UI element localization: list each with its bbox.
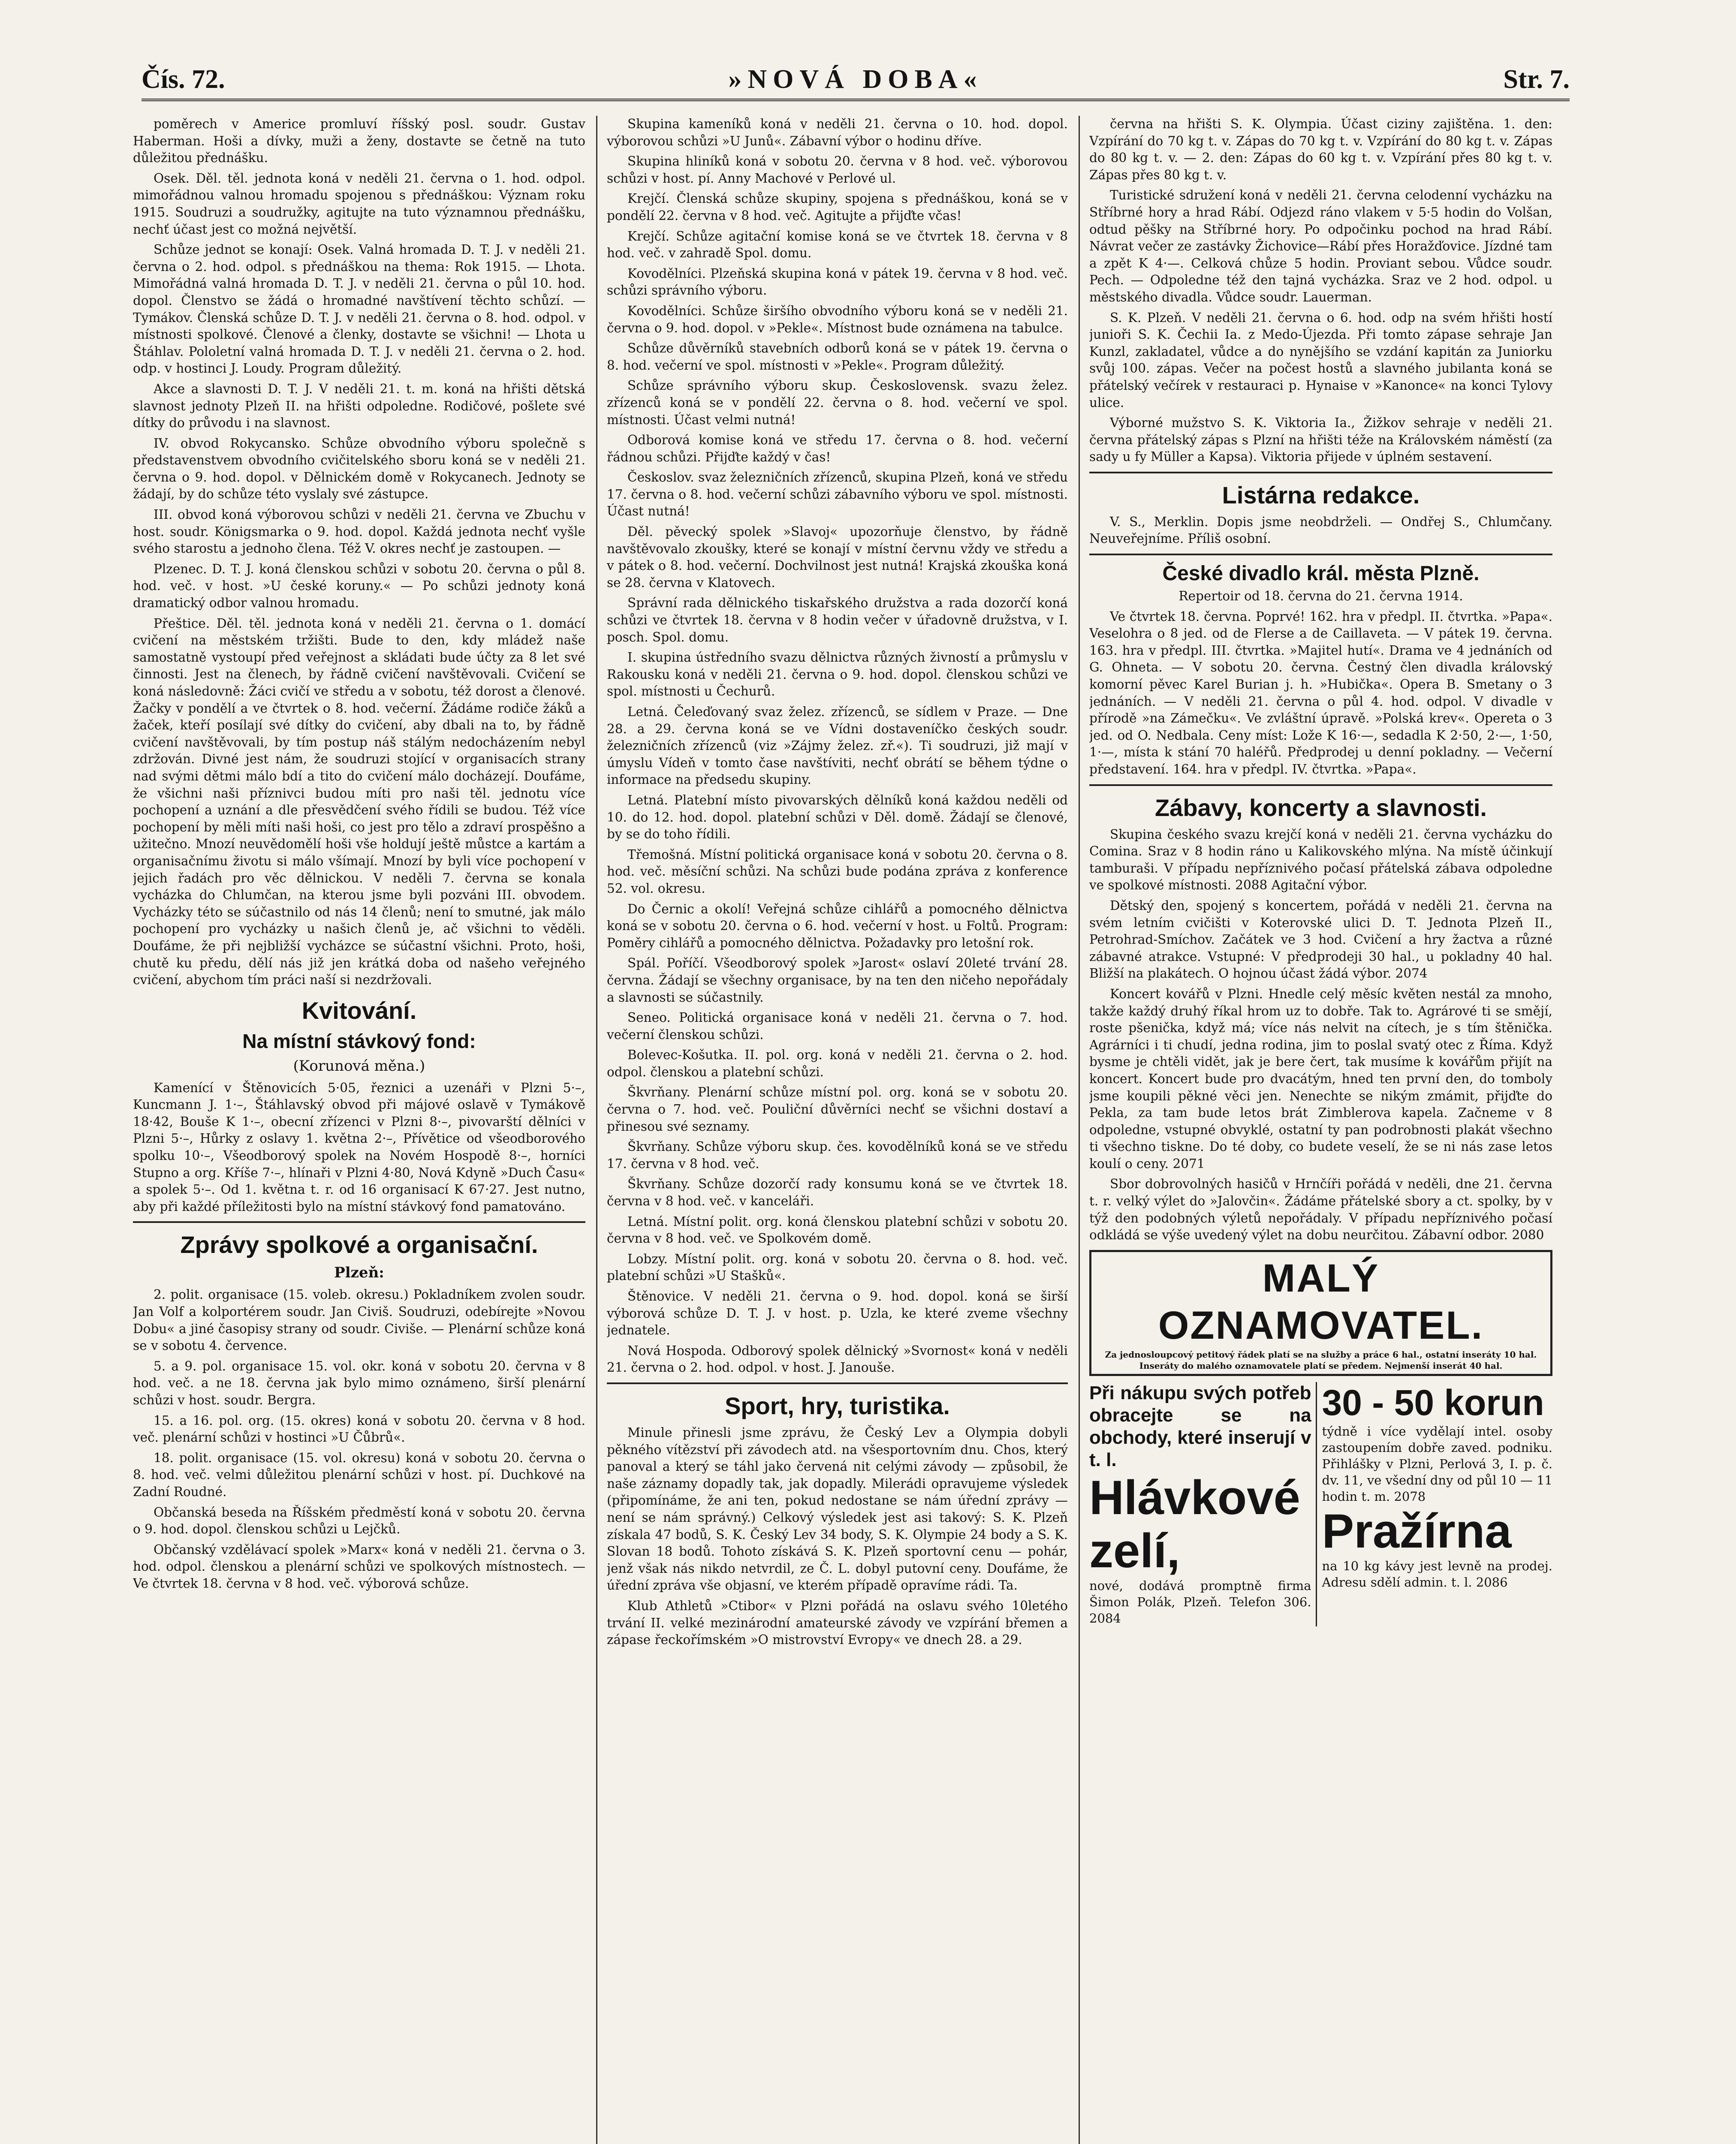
article-paragraph: Bolevec-Košutka. II. pol. org. koná v neděli 21. června o 2. hod. odpol. členskou a platební schůzi.	[607, 1048, 1068, 1079]
article-paragraph: IV. obvod Rokycansko. Schůze obvodního výboru společně s představenstvem obvodního cvičitelského sboru koná se v neděli 21. června o 9. hod. dopol. v Dělnickém domě v Rokycanech. Jednoty se žádají, by do schůze této vyslaly své zástupce.	[133, 436, 585, 502]
section-divider	[1089, 784, 1552, 786]
article-paragraph: Občanská beseda na Říšském předměstí koná v sobotu 20. června o 9. hod. dopol. členskou schůzi u Lejčků.	[133, 1505, 585, 1537]
article-paragraph: 15. a 16. pol. org. (15. okres) koná v sobotu 20. června v 8 hod. več. plenární schůzi v hostinci »U Čůbrů«.	[133, 1413, 585, 1445]
article-paragraph: Odborová komise koná ve středu 17. června o 8. hod. večerní řádnou schůzi. Přijďte každý v čas!	[607, 433, 1068, 464]
classified-ads-note: Za jednosloupcový petitový řádek platí se na služby a práce 6 hal., ostatní inseráty 10 hal. Inseráty do malého oznamovatele platí se předem. Nejmenší inserát 40 hal.	[1105, 1349, 1537, 1371]
page-number: Str. 7.	[1503, 65, 1570, 94]
plzen-heading: Plzeň:	[334, 1264, 384, 1282]
article-paragraph: 2. polit. organisace (15. voleb. okresu.) Pokladníkem zvolen soudr. Jan Volf a kolportérem soudr. Jan Civiš. Soudruzi, odebírejte »Novou Dobu« a jiné časopisy strany od soudr. Civiše. — Plenární schůze koná se v sobotu 4. července.	[133, 1287, 585, 1353]
article-paragraph: Štěnovice. V neděli 21. června o 9. hod. dopol. koná se širší výborová schůze D. T. J. v host. p. Uzla, ke které zveme všechny jednatele.	[607, 1289, 1068, 1338]
fond-subheading: (Korunová měna.)	[293, 1057, 425, 1075]
article-paragraph: Správní rada dělnického tiskařského družstva a rada dozorčí koná schůzi ve čtvrtek 18. června v 8 hodin večer v úřadovně družstva, v I. posch. Spol. domu.	[607, 596, 1068, 644]
article-paragraph: Klub Athletů »Ctibor« v Plzni pořádá na oslavu svého 10letého trvání II. velké mezinárodní amateurské závody ve vzpírání břemen a zápase řeckořímském »O mistrovství Evropy« ve dnech 28. a 29.	[607, 1598, 1068, 1647]
ad-earnings-text: týdně i více vydělají intel. osoby zastoupením dobře zaved. podniku. Přihlášky v Plzni, Perlová 3, I. p. č. dv. 11, ve všední dny od půl 10 — 11 hodin t. m. 2078	[1322, 1424, 1552, 1504]
section-heading-sport: Sport, hry, turistika.	[725, 1392, 950, 1419]
column-rule-1	[596, 116, 597, 2144]
column-rule-2	[1079, 116, 1080, 2144]
article-paragraph: Akce a slavnosti D. T. J. V neděli 21. t. m. koná na hřišti dětská slavnost jednoty Plzeň II. na hřišti odpoledne. Rodičové, pošlete své dítky do průvodu i na slavnost.	[133, 381, 585, 431]
section-heading-kvitovani: Kvitování.	[301, 997, 417, 1024]
article-paragraph: Krejčí. Členská schůze skupiny, spojena s přednáškou, koná se v pondělí 22. června v 8 hod. več. Agitujte a přijďte včas!	[607, 191, 1068, 223]
article-paragraph: Letná. Čeleďovaný svaz želez. zřízenců, se sídlem v Praze. — Dne 28. a 29. června koná se ve Vídni dostaveníčko českých soudr. železničních zřízenců (viz »Zájmy želez. zř.«). Ti soudruzi, již mají v úmyslu Vídeň v tomto čase navštíviti, nechť obrátí se během týdne o informace na předsedu skupiny.	[607, 705, 1068, 787]
ad-left	[1089, 1382, 1317, 1626]
article-paragraph: června na hřišti S. K. Olympia. Účast ciziny zajištěna. 1. den: Vzpírání do 70 kg t. v. Zápas do 70 kg t. v. Vzpírání do 80 kg t. v. Zápas do 80 kg t. v. — 2. den: Zápas do 60 kg t. v. Vzpírání přes 80 kg t. v. Zápas přes 80 kg t. v.	[1089, 117, 1552, 182]
article-paragraph: Letná. Platební místo pivovarských dělníků koná každou neděli od 10. do 12. hod. dopol. platební schůzi v Děl. domě. Žádají se členové, by se do toho řídili.	[607, 792, 1068, 842]
section-heading-zpravy: Zprávy spolkové a organisační.	[180, 1231, 538, 1259]
ad-roaster-heading: Pražírna	[1322, 1504, 1512, 1558]
article-paragraph: 18. polit. organisace (15. vol. okresu) koná v sobotu 20. června o 8. hod. več. velmi důležitou plenární schůzi v host. pí. Duchkové na Zadní Roudné.	[133, 1450, 585, 1499]
article-paragraph: Osek. Děl. těl. jednota koná v neděli 21. června o 1. hod. odpol. mimořádnou valnou hromadu spojenou s přednáškou: Význam roku 1915. Soudruzi a soudružky, agitujte na tuto významnou přednášku, nechť účast jest co možná největší.	[133, 171, 585, 237]
article-paragraph: Sbor dobrovolných hasičů v Hrnčíři pořádá v neděli, dne 21. června t. r. velký výlet do »Jalovčin«. Žádáme přátelské sbory a ct. spolky, by v týž den podobných výletů nepořádaly. V případu nepříznivého počasí odkládá se výše uvedený výlet na dobu neurčitou. Zábavní odbor. 2080	[1089, 1177, 1552, 1243]
article-paragraph: Skupina hliníků koná v sobotu 20. června v 8 hod. več. výborovou schůzi v host. pí. Anny Machové v Perlové ul.	[607, 154, 1068, 186]
page-header	[142, 60, 1570, 101]
column-3	[1089, 116, 1552, 2144]
article-paragraph: I. skupina ústředního svazu dělnictva různých živností a průmyslu v Rakousku koná v neděli 21. června o 9. hod. dopol. členskou schůzi ve spol. místnosti u Čechurů.	[607, 650, 1068, 699]
article-paragraph: Koncert kovářů v Plzni. Hnedle celý měsíc květen nestál za mnoho, takže každý druhý říkal hrom uz to dobře. Tak to. Agrárové ti se smějí, roste pšenička, když má; více nás nelvit na cítech, je s tím štěnička. Agrárníci i ti chudí, jedna rodina, jim to poslal svatý otec z Říma. Když bysme je chtěli vidět, jak je bere čert, tak musíme k kovářům přijít na koncert. Koncert bude pro dvacátým, hned ten první den, do tomboly jsme koupili pěkné věci jen. Nenechte se nikým zmámit, přijďte do Pekla, za tam bude letos brát Zimblerova kapela. Začneme v 8 odpoledne, vstupné obvyklé, ostatní ty pan podrobnosti plakát všechno ti všechno tiskne. Do té doby, co budete veselí, že se ni nás zase letos koulí o ceny. 2071	[1089, 986, 1552, 1171]
section-heading-zabavy: Zábavy, koncerty a slavnosti.	[1155, 794, 1487, 821]
column-2	[607, 116, 1068, 2144]
article-paragraph: III. obvod koná výborovou schůzi v neděli 21. června ve Zbuchu v host. soudr. Königsmarka o 9. hod. dopol. Každá jednota nechť vyšle svého starostu a jednoho člena. Též V. okres nechť je zastoupen. —	[133, 507, 585, 556]
article-paragraph: Nová Hospoda. Odborový spolek dělnický »Svornost« koná v neděli 21. června o 2. hod. odpol. v host. J. Janouše.	[607, 1343, 1068, 1375]
article-paragraph: Schůze důvěrníků stavebních odborů koná se v pátek 19. června o 8. hod. večerní ve spol. místnosti v »Pekle«. Program důležitý.	[607, 341, 1068, 373]
fond-text: Kamenící v Štěnovicích 5·05, řeznici a uzenáři v Plzni 5·–, Kuncmann J. 1·–, Štáhlavský obvod při májové oslavě v Tymákově 18·42, Bouše K 1·–, obecní zřízenci v Plzni 8·–, pivovarští dělníci v Plzni 5·–, Hůrky z oslavy 1. května 2·–, Přívětice od všeodborového spolku 10·–, Všeodborový spolek na Novém Hospodě 8·–, horníci Stupno a org. Kříše 7·–, hlínaři v Plzni 4·80, Nová Kdyně »Duch Času« a spolek 5·–. Od 1. května t. r. od 16 organisací K 67·27. Jest nutno, aby při každé příležitosti bylo na místní stávkový fond pamatováno.	[133, 1080, 585, 1214]
article-paragraph: Škvrňany. Plenární schůze místní pol. org. koná se v sobotu 20. června o 7. hod. več. Pouliční důvěrníci nechť se všichni dostaví a přinesou své seznamy.	[607, 1085, 1068, 1134]
article-paragraph: Škvrňany. Schůze výboru skup. čes. kovodělníků koná se ve středu 17. června v 8 hod. več.	[607, 1139, 1068, 1171]
ad-lead: Při nákupu svých potřeb obracejte se na obchody, které inserují v t. l.	[1089, 1382, 1311, 1470]
issue-number: Čís. 72.	[142, 65, 225, 94]
section-heading-listarna: Listárna redakce.	[1222, 481, 1420, 509]
fond-heading: Na místní stávkový fond:	[242, 1030, 476, 1052]
article-paragraph: Skupina kameníků koná v neděli 21. června o 10. hod. dopol. výborovou schůzi »U Junů«. Zábavní výbor o hodinu dříve.	[607, 117, 1068, 148]
article-paragraph: Škvrňany. Schůze dozorčí rady konsumu koná se ve čtvrtek 18. června v 8 hod. več. v kanceláři.	[607, 1177, 1068, 1209]
article-paragraph: Spál. Poříčí. Všeodborový spolek »Jarost« oslaví 20leté trvání 28. června. Žádají se všechny organisace, by na ten den ničeho nepořádaly a slavnosti se súčastnily.	[607, 956, 1068, 1005]
article-paragraph: Českoslov. svaz železničních zřízenců, skupina Plzeň, koná ve středu 17. června o 8. hod. večerní schůzi zábavního výboru ve spol. místnosti. Účast nutná!	[607, 470, 1068, 519]
section-divider	[607, 1382, 1068, 1384]
article-paragraph: Přeštice. Děl. těl. jednota koná v neděli 21. června o 1. domácí cvičení na městském tržišti. Bude to den, kdy mládež naše samostatně vystoupí před veřejnost a skládati bude účty za 8 let své činnosti. Jest na členech, by řádně cvičení navštěvovali. Cvičení se koná následovně: Žáci cvičí ve středu a v sobotu, též dorost a členové. Žačky v pondělí a ve čtvrtek o 8. hod. večerní. Žádáme rodiče žáků a žaček, kteří posílají své dítky do cvičení, aby dbali na to, by řádně cvičení navštěvovali, by tím postup náš stálým nedocházením nebyl zdržován. Divné jest nám, že soudruzi stojící v organisacích strany nad svými dětmi málo bdí a tito do cvičení málo docházejí. Doufáme, že všichni naši příznivci budou míti pro naši těl. jednotu více pochopení a uznání a dle přesvědčení svého řídili se budou. Též více pochopení by měli míti naši hoši, co jest pro tělo a zdraví prospěšno a užitečno. Mnozí neuvědomělí hoši vše holdují ještě můstce a kartám a organisačnímu životu si málo všímají. Mnozí by byli více pochopení v jejich řadách pro věc dělnickou. V neděli 7. června se konala vycházka do Chlumčan, na kterou jsme byli pozváni III. obvodem. Vycházky této se súčastnilo od nás 14 členů; není to smutné, jak málo pochopení pro vycházky u našich členů je, ač všichni to věděli. Doufáme, že při nejbližší vycházce se súčastní všichni. Proto, hoši, chutě ku předu, dělí nás již jen krátká doba od našeho veřejného cvičení, abychom tím práci naší si nezdržovali.	[133, 616, 585, 988]
article-paragraph: Občanský vzdělávací spolek »Marx« koná v neděli 21. června o 3. hod. odpol. členskou a plenární schůzi ve spolkových místnostech. — Ve čtvrtek 18. června v 8 hod. več. výborová schůze.	[133, 1542, 585, 1591]
article-paragraph: Seneo. Politická organisace koná v neděli 21. června o 7. hod. večerní členskou schůzi.	[607, 1010, 1068, 1042]
article-paragraph: Kovodělníci. Plzeňská skupina koná v pátek 19. června v 8 hod. več. schůzi správního výboru.	[607, 266, 1068, 298]
article-paragraph: poměrech v Americe promluví říšský posl. soudr. Gustav Haberman. Hoši a dívky, muži a ženy, dostavte se četně na tuto důležitou přednášku.	[133, 117, 585, 166]
section-divider	[1089, 554, 1552, 555]
classified-ads-title: MALÝ OZNAMOVATEL.	[1158, 1256, 1484, 1347]
ad-earnings-heading: 30 - 50 korun	[1322, 1382, 1544, 1423]
masthead: »NOVÁ DOBA«	[728, 65, 983, 94]
article-paragraph: Letná. Místní polit. org. koná členskou platební schůzi v sobotu 20. června v 8 hod. več. ve Spolkovém domě.	[607, 1214, 1068, 1246]
theatre-text: Ve čtvrtek 18. června. Poprvé! 162. hra v předpl. II. čtvrtka. »Papa«. Veselohra o 8 jed. od de Flerse a de Caillaveta. — V pátek 19. června. 163. hra v předpl. III. čtvrtka. »Majitel hutí«. Drama ve 4 jednáních od G. Ohneta. — V sobotu 20. června. Čestný člen divadla královský komorní pěvec Karel Burian j. h. »Hubička«. Opera B. Smetany o 3 jednáních. — V neděli 21. června o půl 4. hod. odpol. V divadle v přírodě »na Zámečku«. Ve zvláštní úpravě. »Polská krev«. Opereta o 3 jed. od O. Nedbala. Ceny míst: Lože K 16·—, sedadla K 2·50, 2·—, 1·50, 1·—, místa k stání 70 haléřů. Předprodej u denní pokladny. — Večerní představení. 164. hra v předpl. IV. čtvrtka. »Papa«.	[1089, 609, 1552, 777]
listarna-text: V. S., Merklin. Dopis jsme neobdrželi. — Ondřej S., Chlumčany. Neuveřejníme. Příliš osobní.	[1089, 514, 1552, 546]
article-paragraph: Dětský den, spojený s koncertem, pořádá v neděli 21. června na svém letním cvičišti v Koterovské ulici D. T. Jednota Plzeň II., Petrohrad-Smíchov. Začátek ve 3 hod. Cvičení a hry žactva a různé zábavné atrakce. Vstupné: V předprodeji 30 hal., u pokladny 40 hal. Bližší na plakátech. O hojnou účast žádá výbor. 2074	[1089, 898, 1552, 981]
section-divider	[1089, 472, 1552, 473]
theatre-repertoire: Repertoir od 18. června do 21. června 1914.	[1178, 589, 1463, 604]
ad-roaster-text: na 10 kg kávy jest levně na prodej. Adresu sdělí admin. t. l. 2086	[1322, 1558, 1552, 1590]
article-paragraph: Schůze správního výboru skup. Československ. svazu želez. zřízenců koná se v pondělí 22. června o 8. hod. večerní ve spol. místnosti. Účast velmi nutná!	[607, 378, 1068, 427]
article-paragraph: Minule přinesli jsme zprávu, že Český Lev a Olympia dobyli pěkného vítězství při závodech atd. na všesportovním dnu. Chos, který panoval a který se táhl jako červená nit celými závody — způsobil, že naše záznamy dopadly tak, jak dopadly. Milerádi opravujeme výsledek (připomínáme, že ani ten, pokud nedostane se nám úřední zprávy — není se nám správný.) Celkový výsledek jest asi takový: S. K. Plzeň získala 47 bodů, S. K. Český Lev 34 body, S. K. Olympie 24 body a S. K. Slovan 18 bodů. Tohoto získává S. K. Plzeň sportovní cenu — pohár, jenž však nás nikdo netvrdil, ze Č. L. dobyl putovní ceny. Doufáme, že úřední zpráva vše objasní, ve kterém případě opravíme rádi. Ta.	[607, 1425, 1068, 1593]
ad-cabbage-heading: Hlávkové zelí,	[1089, 1470, 1300, 1578]
classified-ads-box	[1089, 1250, 1552, 1376]
section-divider	[133, 1221, 585, 1223]
article-paragraph: Třemošná. Místní politická organisace koná v sobotu 20. června o 8. hod. več. měsíční schůzi. Na schůzi bude podána zpráva z konference 52. vol. okresu.	[607, 847, 1068, 896]
article-paragraph: Kovodělníci. Schůze širšího obvodního výboru koná se v neděli 21. června o 9. hod. dopol. v »Pekle«. Místnost bude oznámena na tabulce.	[607, 303, 1068, 335]
article-paragraph: Lobzy. Místní polit. org. koná v sobotu 20. června o 8. hod. več. platební schůzi »U Stašků«.	[607, 1251, 1068, 1283]
column-1	[133, 116, 585, 2144]
article-paragraph: Děl. pěvecký spolek »Slavoj« upozorňuje členstvo, by řádně navštěvovalo zkoušky, které se konají v místní červnu vždy ve středu a v pátek o 8. hod. večerní. Dochvilnost jest nutná! Krajská zkouška koná se 28. června v Klatovech.	[607, 524, 1068, 590]
article-paragraph: Turistické sdružení koná v neděli 21. června celodenní vycházku na Stříbrné hory a hrad Rábí. Odjezd ráno vlakem v 5·5 hodin do Volšan, odtud pěšky na Stříbrné hory. Po odpočinku pochod na hrad Rábí. Návrat večer ze zastávky Žichovice—Rábí přes Horažďovice. Jízdné tam a zpět K 4·—. Celková chůze 5 hodin. Proviant sebou. Vůdce soudr. Pech. — Odpoledne též den tajná vycházka. Sraz ve 2 hod. odpol. u městského divadla. Vůdce soudr. Lauerman.	[1089, 188, 1552, 304]
theatre-heading: České divadlo král. města Plzně.	[1162, 562, 1480, 585]
ads-row	[1089, 1382, 1552, 1626]
article-paragraph: Schůze jednot se konají: Osek. Valná hromada D. T. J. v neděli 21. června o 2. hod. odpol. s přednáškou na thema: Rok 1915. — Lhota. Mimořádná valná hromada D. T. J. v neděli 21. června o půl 10. hod. dopol. Členstvo se žádá o hromadné navštívení těchto schůzí. — Tymákov. Členská schůze D. T. J. v neděli 21. června o 8. hod. odpol. v místnosti spolkové. Členové a členky, dostavte se všichni! — Lhota u Štáhlav. Pololetní valná hromada D. T. J. v neděli 21. června o 2. hod. odp. v hostinci J. Loudy. Program důležitý.	[133, 242, 585, 376]
article-paragraph: Krejčí. Schůze agitační komise koná se ve čtvrtek 18. června v 8 hod. več. v zahradě Spol. domu.	[607, 229, 1068, 261]
article-paragraph: S. K. Plzeň. V neděli 21. června o 6. hod. odp na svém hřišti hostí junioři S. K. Čechii Ia. z Medo-Újezda. Při tomto zápase sehraje Jan Kunzl, zakladatel, vůdce a do nynějšího se vzdání kapitán za Juniorku svůj 100. zápas. Večer na počest hostů a slavného jubilanta koná se přátelský večírek v restauraci p. Hynaise v »Kanonce« na konci Tylovy ulice.	[1089, 310, 1552, 410]
ad-right	[1322, 1382, 1552, 1626]
article-paragraph: Skupina českého svazu krejčí koná v neděli 21. června vycházku do Comina. Sraz v 8 hodin ráno u Kalikovského mlýna. Na místě účinkují tamburaši. V případu nepříznivého počasí přátelská zábava odpoledne ve spolkové místnosti. 2088 Agitační výbor.	[1089, 827, 1552, 893]
article-paragraph: Výborné mužstvo S. K. Viktoria Ia., Žižkov sehraje v neděli 21. června přátelský zápas s Plzní na hřišti téže na Královském náměstí (za sady u fy Müller a Kapsa). Viktoria přijede v úplném sestavení.	[1089, 416, 1552, 464]
article-paragraph: 5. a 9. pol. organisace 15. vol. okr. koná v sobotu 20. června v 8 hod. več. a ne 18. června jak bylo mimo oznámeno, širší plenární schůzi v host. soudr. Bergra.	[133, 1358, 585, 1407]
article-paragraph: Plzenec. D. T. J. koná členskou schůzi v sobotu 20. června o půl 8. hod. več. v host. »U české koruny.« — Po schůzi jednoty koná dramatický odbor valnou hromadu.	[133, 561, 585, 611]
ad-cabbage-text: nové, dodává promptně firma Šimon Polák, Plzeň. Telefon 306. 2084	[1089, 1578, 1311, 1626]
article-paragraph: Do Černic a okolí! Veřejná schůze cihlářů a pomocného dělnictva koná se v sobotu 20. června o 6. hod. večerní v host. u Foltů. Program: Poměry cihlářů a pomocného dělnictva. Požadavky pro letošní rok.	[607, 901, 1068, 950]
